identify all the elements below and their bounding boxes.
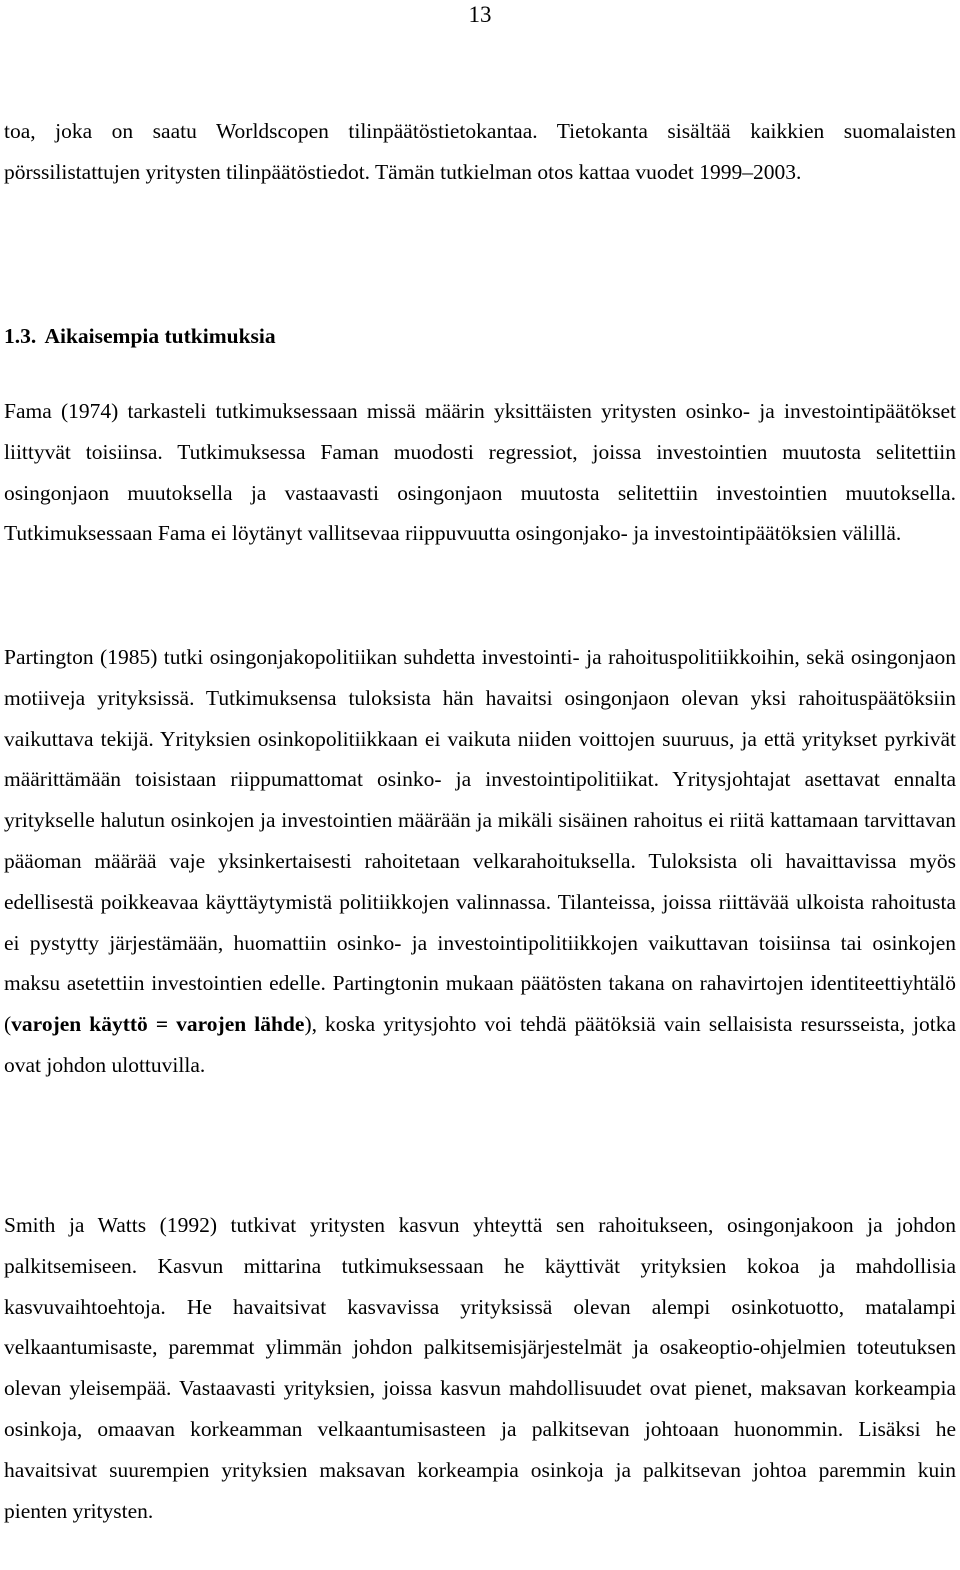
paragraph-fama: Fama (1974) tarkasteli tutkimuksessaan missä määrin yksittäisten yritysten osinko- ja investointipäätökset liittyvät toisiinsa. Tutkimuksessa Faman muodosti regressiot, joissa investointien muutosta selitettiin osingonjaon muutoksella ja vastaavasti osingonjaon muutosta selitettiin investointien muutoksella. Tutkimuksessaan Fama ei löytänyt vallitsevaa riippuvuutta osingonjako- ja investointipäätöksien välillä.: [4, 399, 956, 546]
partington-text-before: Partington (1985) tutki osingonjakopolitiikan suhdetta investointi- ja rahoituspolitiikkoihin, sekä osingonjaon motiiveja yrityksissä. Tutkimuksensa tuloksista hän havaitsi osingonjaon olevan yksi rahoituspäätöksiin vaikuttava tekijä. Yrityksien osinkopolitiikkaan ei vaikuta niiden voittojen suuruus, ja että yritykset pyrkivät määrittämään toisistaan riippumattomat osinko- ja investointipolitiikat. Yritysjohtajat asettavat ennalta yritykselle halutun osinkojen ja investointien määrään ja mikäli sisäinen rahoitus ei riitä kattamaan tarvittavan pääoman määrää vaje yksinkertaisesti rahoitetaan velkarahoituksella. Tuloksista oli havaittavissa myös edellisestä poikkeavaa käyttäytymistä politiikkojen valinnassa. Tilanteissa, joissa riittävää ulkoista rahoitusta ei pystytty järjestämään, huomattiin osinko- ja investointipolitiikkojen vaikuttavan toisiinsa tai osinkojen maksu asetettiin investointien edelle. Partingtonin mukaan päätösten takana on rahavirtojen identiteettiyhtälö (: [4, 645, 956, 1037]
paragraph-smith-watts: Smith ja Watts (1992) tutkivat yritysten kasvun yhteyttä sen rahoitukseen, osingonjakoon ja johdon palkitsemiseen. Kasvun mittarina tutkimuksessaan he käyttivät yrityksien kokoa ja mahdollisia kasvuvaihtoehtoja. He havaitsivat kasvavissa yrityksissä olevan alempi osinkotuotto, matalampi velkaantumisaste, paremmat ylimmän johdon palkitsemisjärjestelmät ja osakeoptio-ohjelmien toteutuksen olevan yleisempää. Vastaavasti yrityksien, joissa kasvun mahdollisuudet ovat pienet, maksavan korkeampia osinkoja, omaavan korkeamman velkaantumisasteen ja palkitsevan johtoaan huonommin. Lisäksi he havaitsivat suurempien yrityksien maksavan korkeampia osinkoja ja palkitsevan johtoa paremmin kuin pienten yritysten.: [4, 1213, 956, 1523]
paragraph-partington: [4, 637, 956, 1086]
paragraph-data-source: toa, joka on saatu Worldscopen tilinpäätöstietokantaa. Tietokanta sisältää kaikkien suomalaisten pörssilistattujen yritysten tilinpäätöstiedot. Tämän tutkielman otos kattaa vuodet 1999–2003.: [4, 119, 956, 184]
page-number: 13: [468, 2, 492, 27]
section-heading: [4, 316, 276, 356]
identity-equation: varojen käyttö = varojen lähde: [11, 1012, 305, 1037]
section-number: 1.3.: [4, 324, 37, 348]
section-title: Aikaisempia tutkimuksia: [44, 324, 276, 348]
partington-text-after: ), koska yritysjohto voi tehdä päätöksiä vain sellaisista resursseista, jotka ovat johdon ulottuvilla.: [4, 1012, 956, 1077]
